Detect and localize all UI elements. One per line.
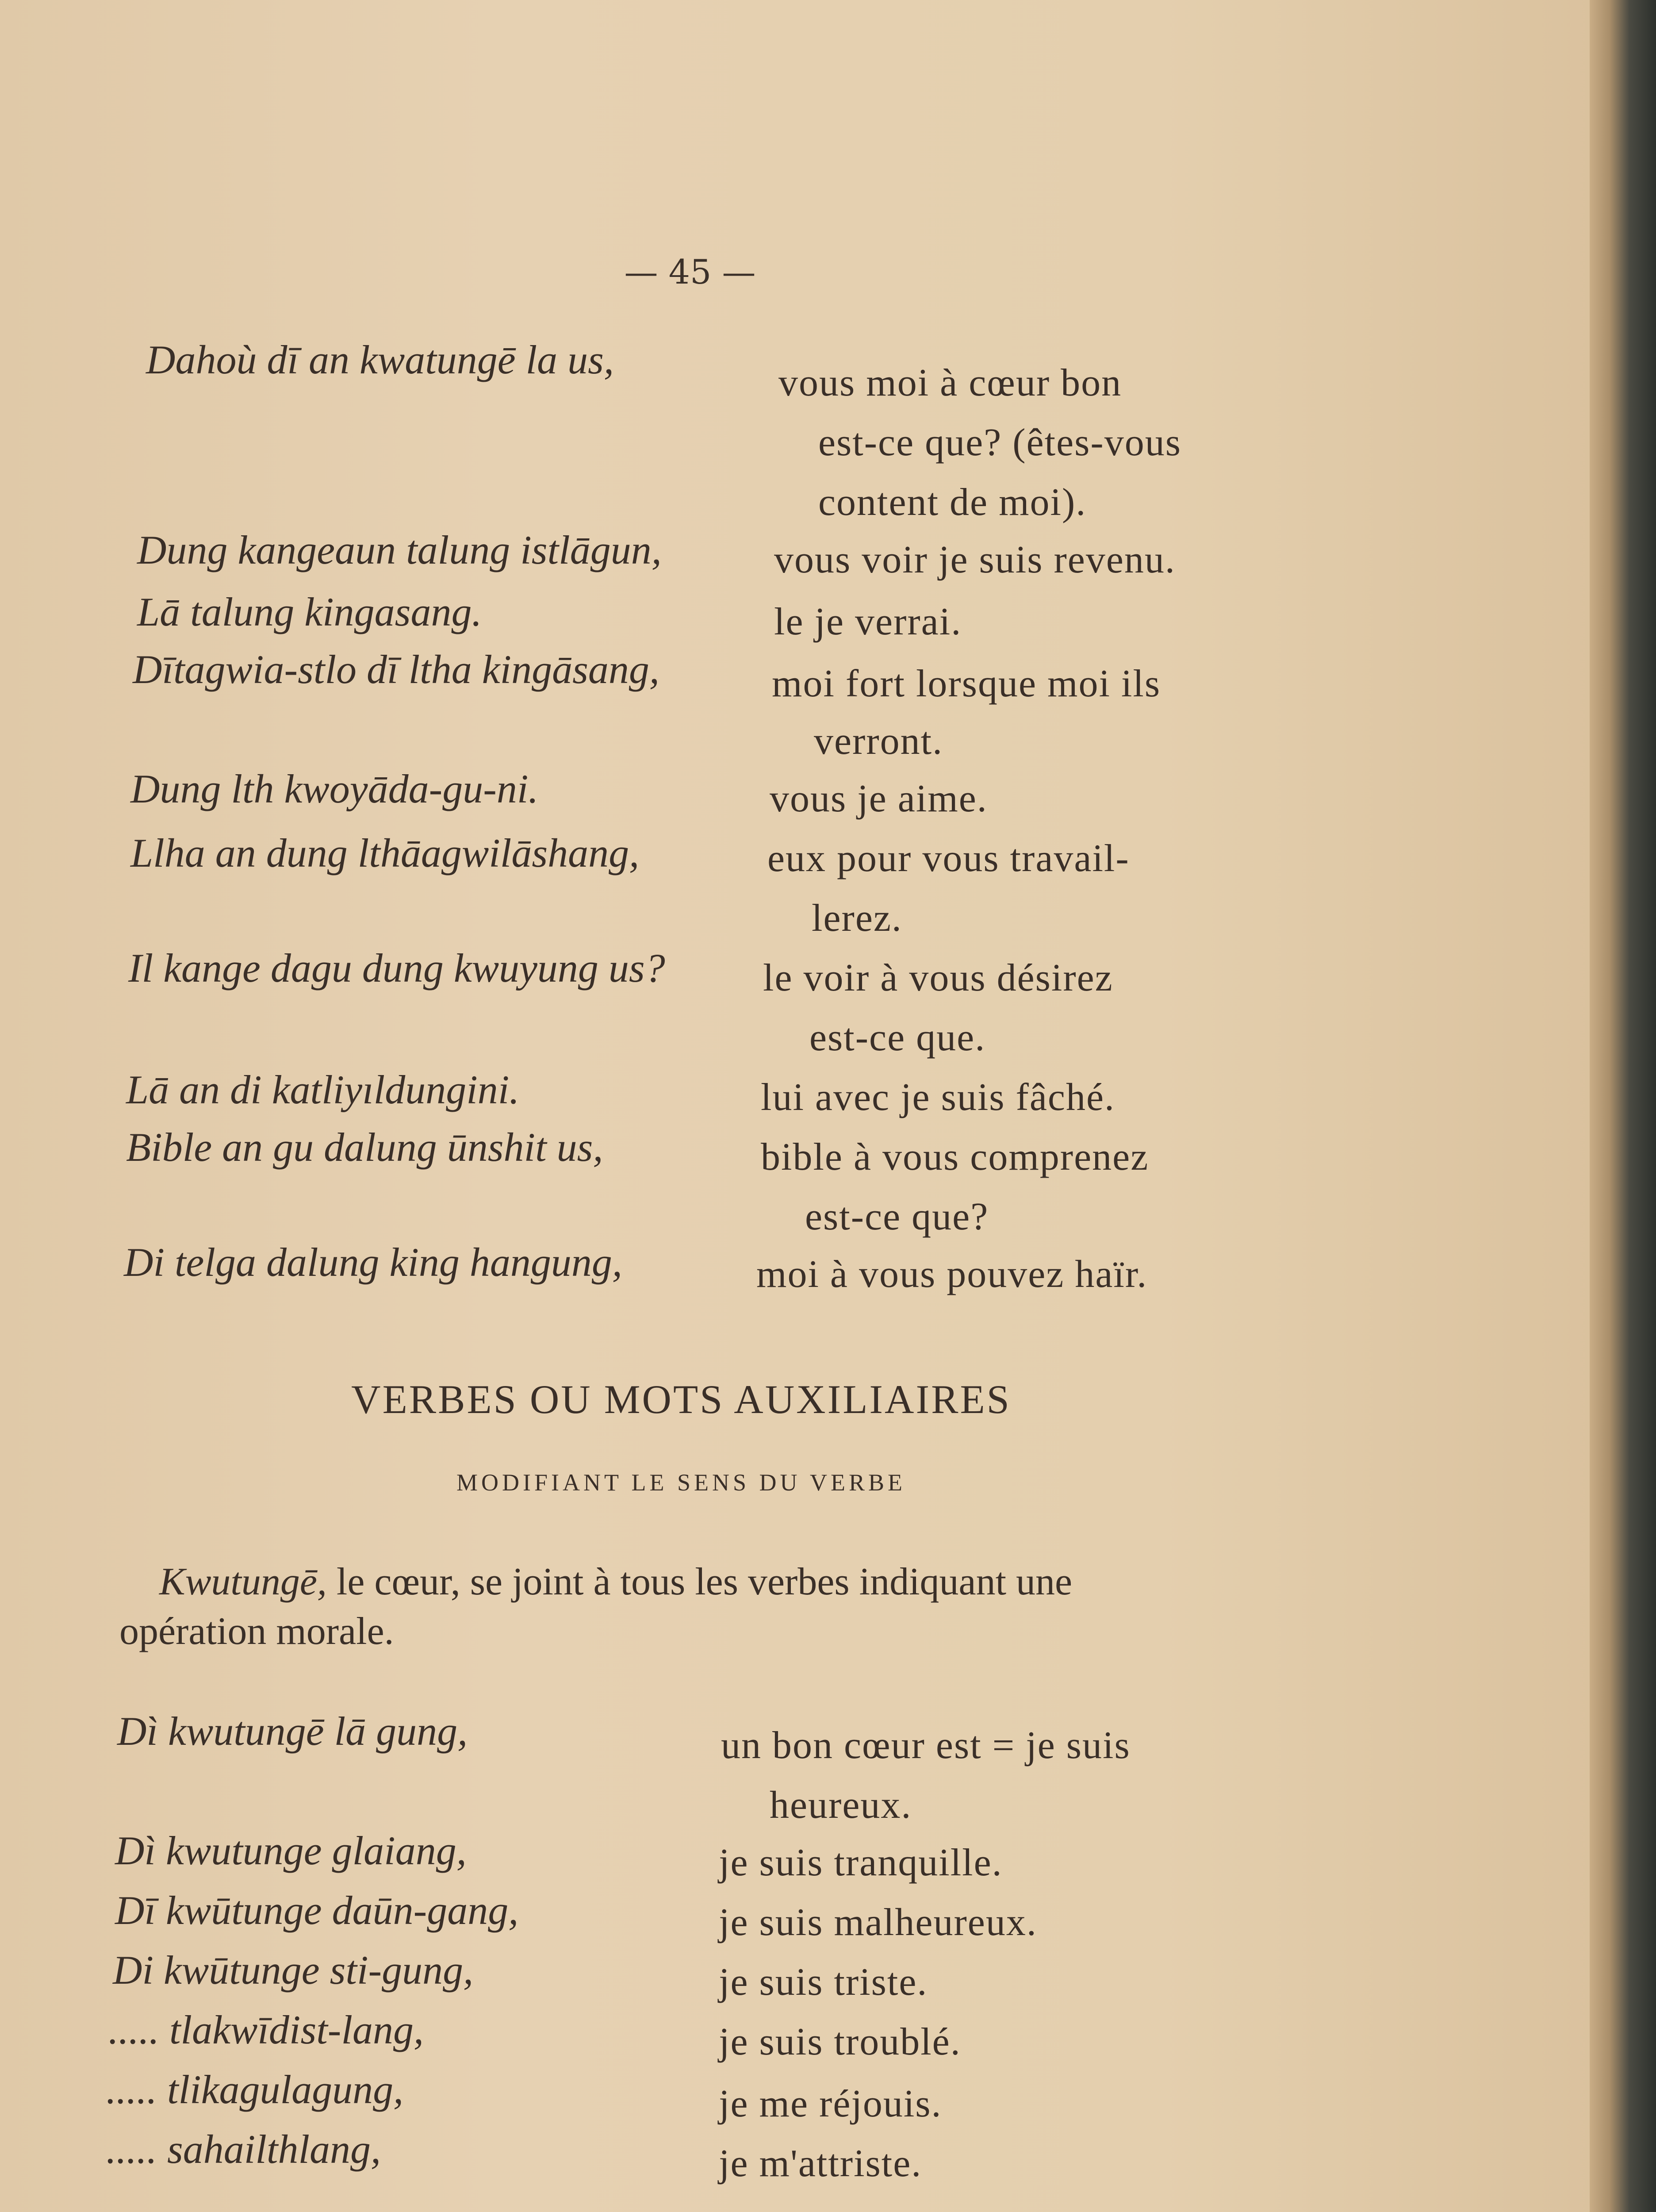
french-gloss: je me réjouis. (719, 2082, 942, 2125)
haida-phrase: ..... tlikagulagung, (106, 2067, 404, 2112)
french-gloss: je m'attriste. (719, 2142, 922, 2185)
french-gloss: est-ce que? (êtes-vous (818, 421, 1181, 464)
haida-phrase: Dītagwia-stlo dī ltha kingāsang, (133, 647, 659, 692)
haida-phrase: Llha an dung lthāagwilāshang, (130, 830, 640, 876)
french-gloss: le voir à vous désirez (763, 956, 1113, 999)
french-gloss: bible à vous comprenez (761, 1136, 1149, 1179)
french-gloss: je suis troublé. (719, 2020, 961, 2063)
french-gloss: lui avec je suis fâché. (761, 1076, 1116, 1119)
haida-phrase: Il kange dagu dung kwuyung us? (128, 945, 665, 991)
haida-phrase: Di kwūtunge sti-gung, (113, 1947, 474, 1993)
section-paragraph (119, 1557, 1216, 1656)
book-binding (1590, 0, 1656, 2212)
french-gloss: moi à vous pouvez haïr. (756, 1253, 1148, 1296)
haida-phrase: Dì kwutungē lā gung, (117, 1709, 468, 1754)
page-number: — 45 — (624, 252, 756, 292)
french-gloss: est-ce que? (805, 1195, 989, 1238)
haida-phrase: Lā an di katliyıldungini. (126, 1067, 520, 1112)
french-gloss: heureux. (770, 1784, 912, 1827)
french-gloss: est-ce que. (809, 1016, 986, 1059)
french-gloss: je suis triste. (719, 1961, 928, 2004)
haida-phrase: ..... tlakwīdist-lang, (108, 2007, 424, 2052)
french-gloss: vous voir je suis revenu. (774, 538, 1176, 581)
french-gloss: je suis tranquille. (719, 1841, 1003, 1884)
haida-phrase: Lā talung kingasang. (137, 589, 482, 634)
section-title: VERBES OU MOTS AUXILIAIRES (351, 1377, 1011, 1422)
french-gloss: content de moi). (818, 481, 1087, 524)
haida-phrase: ..... sahailthlang, (106, 2127, 381, 2172)
haida-phrase: Dī kwūtunge daūn-gang, (115, 1888, 519, 1933)
haida-phrase: Dung kangeaun talung istlāgun, (137, 527, 662, 572)
french-gloss: je suis malheureux. (719, 1901, 1037, 1944)
haida-phrase: Dì kwutunge glaiang, (115, 1828, 467, 1873)
haida-phrase: Di telga dalung king hangung, (124, 1240, 622, 1285)
french-gloss: vous je aime. (770, 777, 988, 820)
french-gloss: eux pour vous travail- (767, 837, 1130, 880)
haida-phrase: Bible an gu dalung ūnshit us, (126, 1125, 603, 1170)
haida-phrase: Dahoù dī an kwatungē la us, (146, 337, 614, 382)
haida-phrase: Dung lth kwoyāda-gu-ni. (130, 766, 539, 811)
french-gloss: un bon cœur est = je suis (721, 1724, 1131, 1767)
paragraph-text: le cœur, se joint à tous les verbes indiquant une opération morale. (119, 1560, 1073, 1653)
paragraph-term: Kwutungē, (159, 1560, 327, 1603)
french-gloss: vous moi à cœur bon (778, 361, 1122, 404)
french-gloss: verront. (814, 720, 943, 763)
french-gloss: moi fort lorsque moi ils (772, 662, 1161, 705)
section-subtitle: MODIFIANT LE SENS DU VERBE (456, 1469, 906, 1496)
french-gloss: le je verrai. (774, 600, 962, 643)
french-gloss: lerez. (812, 897, 902, 940)
